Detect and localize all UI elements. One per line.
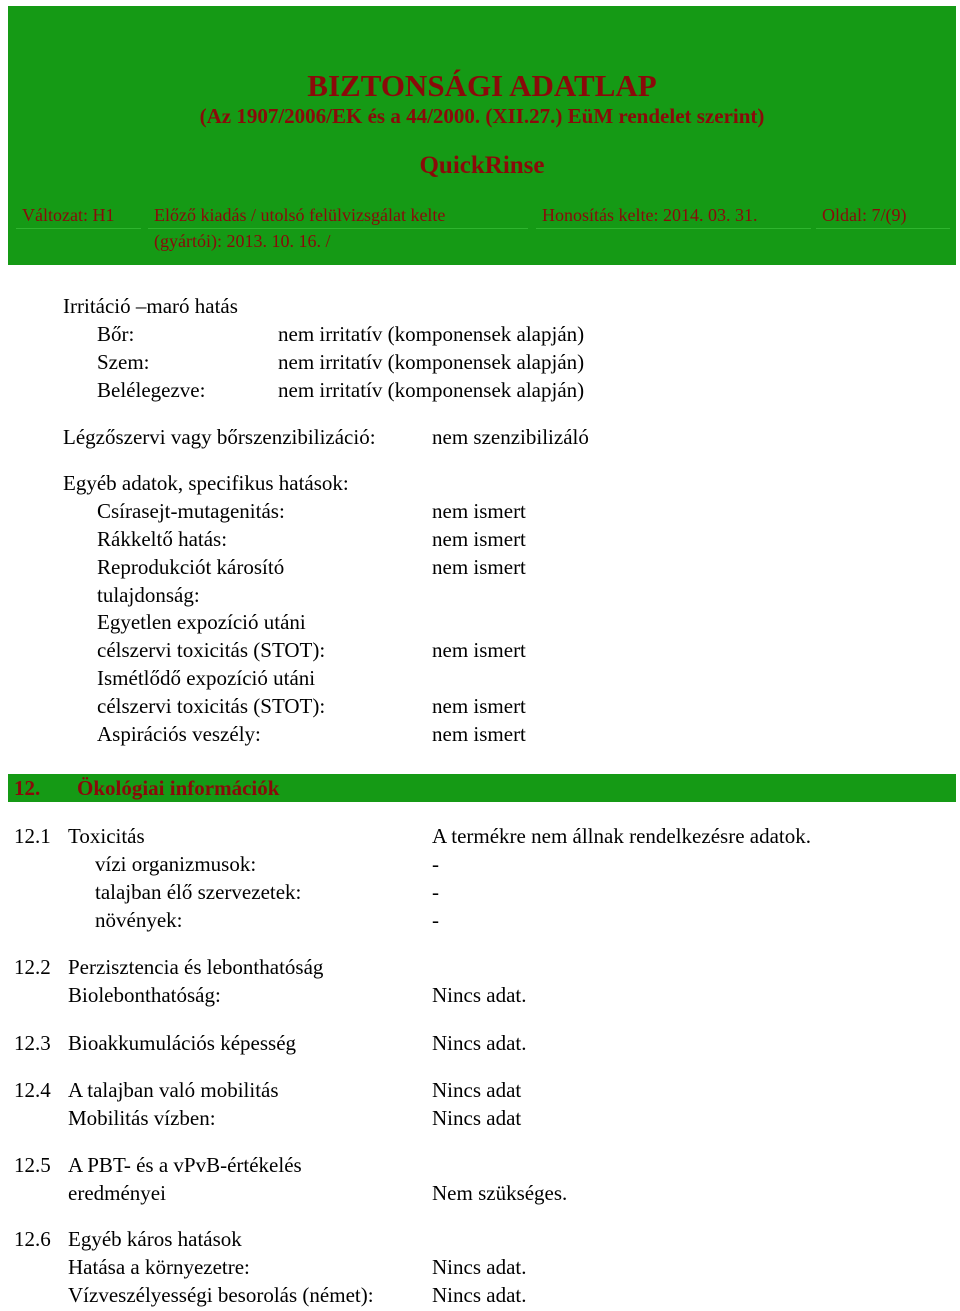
document-subtitle: (Az 1907/2006/EK és a 44/2000. (XII.27.) EüM rendelet szerint) bbox=[199, 104, 765, 128]
subsection-number: 12.5 bbox=[14, 1153, 51, 1177]
effect-value: nem ismert bbox=[432, 694, 526, 718]
irritation-value-inhalation: nem irritatív (komponensek alapján) bbox=[278, 378, 585, 402]
previous-issue-line1: Előző kiadás / utolsó felülvizsgálat kelte bbox=[154, 205, 446, 225]
other-effects-heading: Egyéb adatok, specifikus hatások: bbox=[63, 471, 349, 495]
subsection-value: Nincs adat bbox=[432, 1078, 522, 1102]
effect-label: Reprodukciót károsító bbox=[97, 555, 285, 579]
irritation-value-skin: nem irritatív (komponensek alapján) bbox=[278, 322, 585, 346]
biodegradability-value: Nincs adat. bbox=[432, 983, 527, 1007]
irritation-value-eye: nem irritatív (komponensek alapján) bbox=[278, 350, 585, 374]
divider bbox=[536, 228, 811, 229]
subsection-value: Nem szükséges. bbox=[432, 1181, 568, 1205]
subsection-number: 12.6 bbox=[14, 1227, 51, 1251]
subsection-title: Perzisztencia és lebonthatóság bbox=[68, 955, 324, 979]
version-label: Változat: H1 bbox=[22, 205, 115, 225]
irritation-heading: Irritáció –maró hatás bbox=[63, 294, 238, 318]
subsection-number: 12.2 bbox=[14, 955, 51, 979]
subsection-title: eredményei bbox=[68, 1181, 166, 1205]
water-mobility-value: Nincs adat bbox=[432, 1106, 522, 1130]
subsection-title: Bioakkumulációs képesség bbox=[68, 1031, 297, 1055]
subsection-value: A termékre nem állnak rendelkezésre adatok. bbox=[432, 824, 811, 848]
page-number: Oldal: 7/(9) bbox=[822, 205, 907, 225]
document-title: BIZTONSÁGI ADATLAP bbox=[307, 68, 657, 103]
effect-label: Egyetlen expozíció utáni bbox=[97, 610, 306, 634]
section-title: Ökológiai információk bbox=[77, 776, 280, 800]
divider bbox=[16, 228, 141, 229]
effect-value: nem ismert bbox=[432, 722, 526, 746]
sensitization-label: Légzőszervi vagy bőrszenzibilizáció: bbox=[63, 425, 376, 449]
effect-label: Rákkeltő hatás: bbox=[97, 527, 228, 551]
irritation-label-inhalation: Belélegezve: bbox=[97, 378, 206, 402]
biodegradability-label: Biolebonthatóság: bbox=[68, 983, 221, 1007]
toxicity-label: talajban élő szervezetek: bbox=[95, 880, 302, 904]
water-hazard-label: Vízveszélyességi besorolás (német): bbox=[68, 1283, 374, 1307]
subsection-title: A talajban való mobilitás bbox=[68, 1078, 279, 1102]
subsection-number: 12.4 bbox=[14, 1078, 51, 1102]
validation-date: Honosítás kelte: 2014. 03. 31. bbox=[542, 205, 758, 225]
subsection-value: Nincs adat. bbox=[432, 1031, 527, 1055]
toxicity-value: - bbox=[432, 880, 439, 904]
section-12-header bbox=[8, 774, 956, 802]
subsection-title: A PBT- és a vPvB-értékelés bbox=[68, 1153, 302, 1177]
toxicity-label: növények: bbox=[95, 908, 183, 932]
document-header bbox=[8, 6, 956, 265]
subsection-title: Egyéb káros hatások bbox=[68, 1227, 242, 1251]
effect-label: tulajdonság: bbox=[97, 583, 200, 607]
environment-effect-value: Nincs adat. bbox=[432, 1255, 527, 1279]
toxicity-value: - bbox=[432, 852, 439, 876]
subsection-title: Toxicitás bbox=[68, 824, 145, 848]
section-number: 12. bbox=[14, 776, 41, 800]
sensitization-value: nem szenzibilizáló bbox=[432, 425, 589, 449]
subsection-number: 12.1 bbox=[14, 824, 51, 848]
effect-value: nem ismert bbox=[432, 527, 526, 551]
effect-value: nem ismert bbox=[432, 555, 526, 579]
product-name: QuickRinse bbox=[419, 152, 545, 179]
water-hazard-value: Nincs adat. bbox=[432, 1283, 527, 1307]
irritation-label-eye: Szem: bbox=[97, 350, 150, 374]
effect-value: nem ismert bbox=[432, 638, 526, 662]
effect-label: Csírasejt-mutagenitás: bbox=[97, 499, 285, 523]
water-mobility-label: Mobilitás vízben: bbox=[68, 1106, 216, 1130]
effect-label: célszervi toxicitás (STOT): bbox=[97, 694, 326, 718]
toxicity-value: - bbox=[432, 908, 439, 932]
effect-label: Aspirációs veszély: bbox=[97, 722, 261, 746]
divider bbox=[816, 228, 950, 229]
previous-issue-line2: (gyártói): 2013. 10. 16. / bbox=[154, 231, 331, 251]
environment-effect-label: Hatása a környezetre: bbox=[68, 1255, 250, 1279]
subsection-number: 12.3 bbox=[14, 1031, 51, 1055]
effect-label: célszervi toxicitás (STOT): bbox=[97, 638, 326, 662]
effect-label: Ismétlődő expozíció utáni bbox=[97, 666, 316, 690]
toxicity-label: vízi organizmusok: bbox=[95, 852, 257, 876]
effect-value: nem ismert bbox=[432, 499, 526, 523]
divider bbox=[148, 228, 528, 229]
irritation-label-skin: Bőr: bbox=[97, 322, 135, 346]
